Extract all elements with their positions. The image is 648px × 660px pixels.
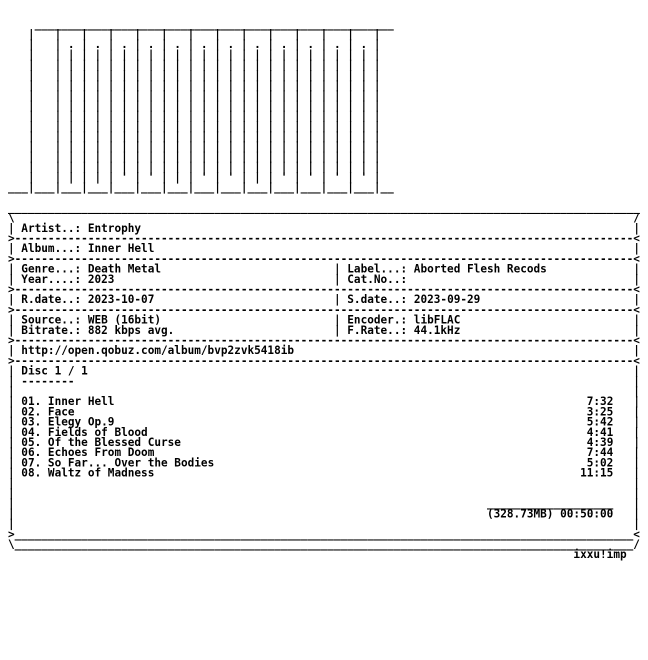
column-divider: | [333,314,348,328]
frame-border: | [626,487,640,501]
row-signature [8,549,627,562]
frame-border: | [626,457,640,470]
logo-art-line: | | | | | | | | | | | | | | [8,28,394,42]
frame-border: | [626,518,640,531]
album-url: http://open.qobuz.com/album/bvp2zvk5418ib [21,344,295,358]
frame-border: | [8,446,22,460]
logo-art-line: | | | | | | | | | | | | | | | | | | | | | | | | | | [8,79,394,93]
frame-border: | [626,324,640,338]
track-time: 7:44 [586,446,614,460]
frame-border: | [626,477,640,491]
frate-label: F.Rate..: [347,324,408,338]
track-time: 5:42 [586,416,614,430]
track-title: Of the Blessed Curse [47,436,181,450]
label-value: Aborted Flesh Recods [413,263,547,277]
frame-border: | [626,263,640,277]
frame-border: | [8,518,22,531]
frame-border: | [626,508,640,521]
nfo-document [8,10,640,561]
frame-separator: >---------------------------------------------------------------------------------------------< [8,232,640,246]
logo-art-line: | | | | | | | | | | | | | | | | | | | | | | | | | | [8,161,394,175]
track-time: 4:41 [586,426,614,440]
album-label: Album...: [21,242,82,256]
frame-border: | [626,242,640,256]
padding [8,549,573,562]
frame-border: | [626,436,640,450]
frame-separator: >---------------------------------------------------------------------------------------------< [8,253,640,266]
column-divider: | [333,263,348,277]
artist-value: Entrophy [87,222,142,236]
frame-border: | [8,497,22,511]
frame-border: | [626,385,640,399]
signature: ixxu!imp [573,548,627,562]
frame-border: | [626,293,640,307]
track-number: 08. [21,467,42,480]
frame-border: | [626,497,640,511]
frame-border: | [8,467,22,480]
source-label: Source..: [21,314,82,328]
frame-border: | [8,242,22,256]
frame-border: | [8,477,22,491]
frame-border: | [8,344,22,358]
logo-art-line: | | | | | | | | | | | | | | | | | | | | | | | | | | [8,59,394,73]
track-title: Echoes From Doom [47,446,155,460]
track-title: Waltz of Madness [47,467,155,480]
track-time: 5:02 [586,457,614,470]
sdate-label: S.date..: [347,293,408,307]
frame-border: | [8,508,22,521]
frame-border: | [626,365,640,379]
logo-art-line: ___|___|___|___|___|___|___|___|___|___|___|___|___|___|__ [8,181,394,195]
frame-separator: >---------------------------------------------------------------------------------------------< [8,334,640,348]
logo-art-line: | | | | | | | | | | | | | | | | | | | | | | | | | | [8,110,394,124]
catno-label: Cat.No..: [347,273,408,287]
logo-art-line: | | . | . | . | . | . | . | . | . | . | . | . | . | [8,38,394,52]
album-value: Inner Hell [87,242,155,256]
rdate-value: 2023-10-07 [87,293,155,307]
track-time: 11:15 [580,467,614,480]
bitrate-label: Bitrate.: [21,324,82,338]
logo-art-line: | | | | | | | | | | | | | | | | | | | | | | | | | | [8,100,394,113]
sdate-value: 2023-09-29 [413,293,481,307]
frame-border: | [626,395,640,409]
frame-border: | [8,426,22,440]
year-value: 2023 [87,273,115,287]
frame-separator: >---------------------------------------------------------------------------------------------< [8,283,640,297]
track-number: 07. [21,457,42,470]
frame-border: | [8,314,22,328]
bitrate-value: 882 kbps avg. [87,324,175,338]
frame-separator: >---------------------------------------------------------------------------------------------< [8,304,640,317]
track-time: 7:32 [586,395,614,409]
total-rule: ___________________ [486,497,614,511]
frame-border: | [8,487,22,501]
track-number: 03. [21,416,42,430]
logo-art-line: | | | | | | ' | ' | | | ' | ' | | | ' | ' | ' | ' | [8,171,394,185]
logo-art-line: | | | | | | | | | | | | | | | | | | | | | | | | | | [8,120,394,134]
frame-open: \ / [8,212,640,226]
track-title: Inner Hell [47,395,115,409]
frame-border: | [8,385,22,399]
column-divider: | [333,273,348,287]
disc-title: Disc 1 / 1 [21,365,88,379]
frame-border: | [626,416,640,430]
disc-underline: -------- [21,375,75,389]
track-number: 01. [21,395,42,409]
frame-border: | [626,222,640,236]
frame-border: | [626,446,640,460]
logo-art-line: | | | | | | | | | | | | | | | | | | | | | | | | | | [8,69,394,83]
frate-value: 44.1kHz [413,324,461,338]
frame-close: \_____________________________________________________________________________________________/ [8,538,640,552]
frame-top-rule: _______________________________________________________________________________________________ [8,202,640,215]
logo-art-line: | | | | | | | | | | | | | | | | | | | | | | | | | | [8,130,394,144]
logo-art-line: | | | | | | | | | | | | | | | | | | | | | | | | | | [8,140,394,154]
frame-border: | [8,375,22,389]
track-number: 04. [21,426,42,440]
artist-label: Artist..: [21,222,82,236]
column-divider: | [333,293,348,307]
source-value: WEB (16bit) [87,314,162,328]
genre-label: Genre...: [21,263,82,277]
frame-border: | [626,375,640,389]
logo-art-line: ______________________________________________________ [8,18,394,32]
track-title: Elegy Op.9 [47,416,115,430]
frame-border: | [626,426,640,440]
encoder-value: libFLAC [413,314,461,328]
frame-border: | [8,395,22,409]
track-number: 06. [21,446,42,460]
frame-border: | [626,406,640,419]
frame-border: | [8,293,22,307]
track-time: 3:25 [586,406,614,419]
frame-border: | [8,324,22,338]
track-number: 02. [21,406,42,419]
encoder-label: Encoder.: [347,314,408,328]
logo-art-line: | | | | | | | | | | | | | | | | | | | | | | | | | | [8,89,394,103]
frame-border: | [626,344,640,358]
track-number: 05. [21,436,42,450]
track-title: So Far... Over the Bodies [47,457,215,470]
logo-art-line: | | | | | | | | | | | | | | | | | | | | | | | | | | [8,151,394,164]
track-title: Fields of Blood [47,426,148,440]
total-summary: (328.73MB) 00:50:00 [486,508,614,521]
frame-border: | [8,457,22,470]
track-title: Face [47,406,75,419]
frame-border: | [8,222,22,236]
label-label: Label...: [347,263,408,277]
track-time: 4:39 [586,436,614,450]
frame-border: | [8,273,22,287]
frame-bottom-separator: >_____________________________________________________________________________________________< [8,528,640,542]
column-divider: | [333,324,348,338]
frame-border: | [626,273,640,287]
frame-border: | [8,416,22,430]
frame-border: | [626,314,640,328]
frame-separator: >---------------------------------------------------------------------------------------------< [8,355,640,368]
rdate-label: R.date..: [21,293,82,307]
frame-border: | [8,436,22,450]
genre-value: Death Metal [87,263,162,277]
frame-border: | [8,365,22,379]
year-label: Year....: [21,273,82,287]
logo-art-line: | | | | | | | | | | | | | | | | | | | | | | | | | | [8,49,394,62]
frame-border: | [8,263,22,277]
frame-border: | [626,467,640,480]
frame-border: | [8,406,22,419]
